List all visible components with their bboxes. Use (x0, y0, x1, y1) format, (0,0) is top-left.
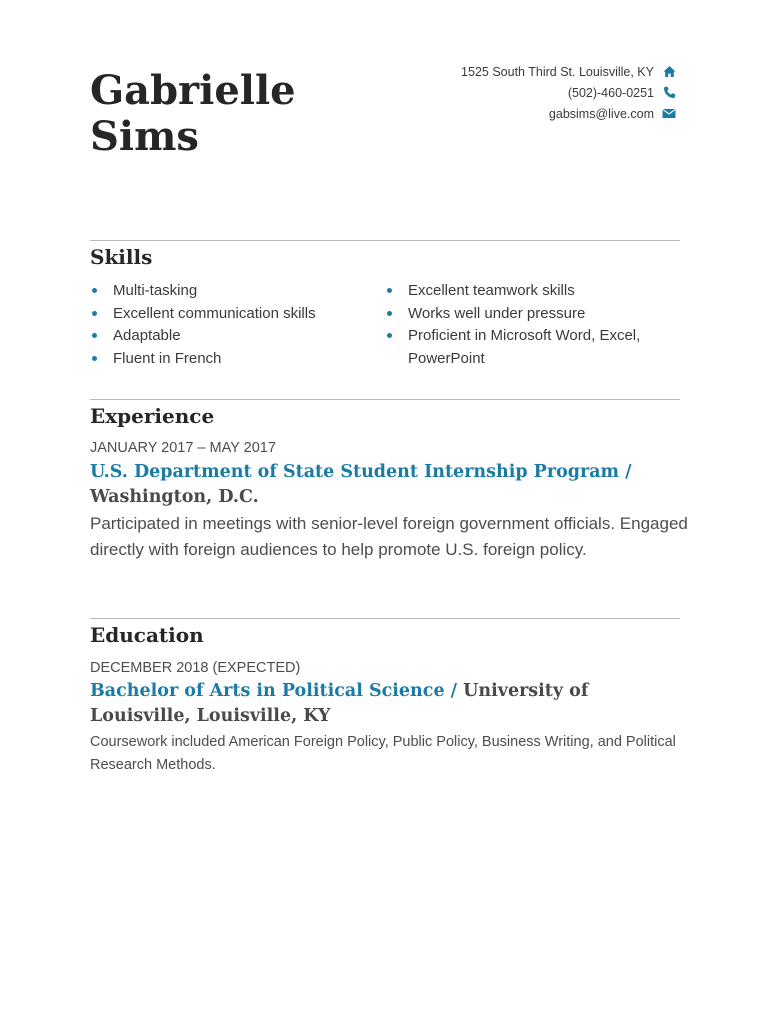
skill-item: Works well under pressure (385, 303, 680, 326)
experience-heading: Experience (90, 404, 215, 428)
education-description: Coursework included American Foreign Policy, Public Policy, Business Writing, and Political Research Methods. (90, 734, 676, 773)
skill-item: Fluent in French (90, 348, 385, 371)
applicant-name (90, 68, 296, 160)
home-icon (662, 65, 676, 79)
experience-description: Participated in meetings with senior-level foreign government officials. Engaged directly with foreign audiences to help promote U.S. foreign policy. (90, 514, 688, 559)
experience-date: JANUARY 2017 – MAY 2017 (90, 440, 276, 456)
phone-text: (502)-460-0251 (567, 85, 654, 100)
experience-role: U.S. Department of State Student Internship Program / (90, 462, 632, 482)
education-school: University of Louisville, Louisville, KY (90, 681, 589, 726)
contact-info (461, 61, 676, 124)
contact-email (461, 103, 676, 124)
education-date: DECEMBER 2018 (EXPECTED) (90, 660, 301, 676)
skills-column-right (385, 280, 680, 370)
email-text: gabsims@live.com (548, 106, 654, 121)
bullet-icon (92, 333, 97, 338)
education-divider (90, 618, 680, 619)
bullet-icon (387, 288, 392, 293)
education-heading: Education (90, 623, 204, 647)
last-name: Sims (90, 113, 199, 160)
address-text: 1525 South Third St. Louisville, KY (461, 64, 654, 79)
skills-heading: Skills (90, 245, 153, 269)
education-title (90, 679, 680, 728)
contact-phone (461, 82, 676, 103)
contact-address (461, 61, 676, 82)
skill-item: Proficient in Microsoft Word, Excel, PowerPoint (385, 325, 648, 370)
skill-item: Excellent teamwork skills (385, 280, 680, 303)
skills-column-left (90, 280, 385, 370)
bullet-icon (92, 288, 97, 293)
experience-location: Washington, D.C. (90, 486, 259, 507)
bullet-icon (92, 356, 97, 361)
skill-item: Adaptable (90, 325, 385, 348)
experience-title (90, 460, 680, 509)
education-degree: Bachelor of Arts in Political Science / (90, 681, 458, 701)
skill-item: Multi-tasking (90, 280, 385, 303)
bullet-icon (387, 311, 392, 316)
skill-item: Excellent communication skills (90, 303, 385, 326)
first-name: Gabrielle (90, 67, 296, 114)
bullet-icon (387, 333, 392, 338)
phone-icon (662, 86, 676, 100)
skills-list (90, 280, 680, 370)
experience-divider (90, 399, 680, 400)
email-icon (662, 107, 676, 121)
skills-divider (90, 240, 680, 241)
bullet-icon (92, 311, 97, 316)
